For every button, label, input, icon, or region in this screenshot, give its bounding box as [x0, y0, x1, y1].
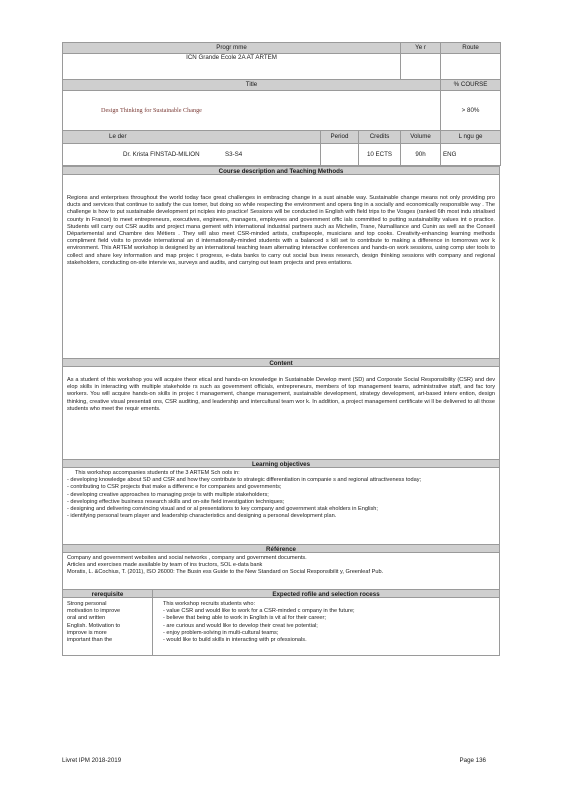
objective-line: - identifying personal team player and leadership characteristics and designing a personal development plan. — [67, 513, 337, 520]
profile-right — [153, 598, 499, 655]
reference-line: Articles and exercises made available by team of ins tructors, SOL e-data bank — [67, 562, 263, 569]
objective-line: - developing knowledge about SD and CSR and how they contribute to strategic differentiation in companie s and regional attractiveness today; — [67, 477, 422, 484]
prerequisite-line: important than the — [67, 637, 113, 644]
objective-line: This workshop accompanies students of the 3 ARTEM Sch ools in: — [75, 470, 240, 476]
objectives-body — [62, 468, 500, 544]
page-footer — [62, 757, 500, 764]
route-value — [441, 54, 501, 80]
course-sheet — [62, 42, 500, 656]
page-number: Page 136 — [459, 757, 486, 764]
profile-line: - would like to build skills in interacting with pr ofessionals. — [163, 637, 307, 644]
objective-line: - designing and delivering convincing visual and or al presentations to key company and government stak eholders in English; — [67, 506, 378, 513]
profile-line: - believe that being able to work in English is vit al for their career; — [163, 615, 326, 622]
course-percent-label: % COURSE — [441, 80, 501, 91]
year-value — [401, 54, 441, 80]
reference-body — [62, 553, 500, 589]
credits-label: Credits — [359, 131, 401, 144]
description-text: Regions and enterprises throughout the world today face great challenges in embracing change in a sust ainable way. Sustainable change means not only providing pro ducts and services that continue to satisfy the cus tomer, but doing so while respecting the environment and opera ting in a socially and economically responsible way . The challenge is how to put sustainable development pri nciples into practice! Sessions will be conducted in English with field trips to the Vosges (ranked 6th most indu strialised county in France) to meet entrepreneurs, executives, engineers, managers, employees and government offic ials committed to putting sustainability values int o practice. Students will carry out CSR audits and project mana gement with international industrial partners such as Michelin, Trane, Numalliance and Cunin as well as the Conseil Départemental and Chambre des Métiers . They will also meet CSR-minded artists, craftspeople, musicians and top cooks. Creativity-enhancing learning methods compliment field visits to provide international an d internationally-minded students with a balanced s kill set to contribute to making a difference in tomorrows wor k environment. This ARTEM workshop is designed by an international teaching team alternating interactive conferences and hands-on work sessions, using comp uter tools to collect and share key information and map projec t progress, e-data banks to carry out social bus iness research, design thinking sessions with company and regional stakeholders, conducting on-site intervie ws, surveys and audits, and carrying out team projects and pres entations. — [67, 195, 495, 266]
content-body — [62, 367, 500, 459]
leader-label: Le der — [63, 131, 321, 144]
course-header-table — [62, 42, 501, 166]
profile-heading: Expected rofile and selection rocess — [272, 591, 380, 598]
prerequisite-line: English. Motivation to — [67, 622, 121, 629]
volume-value: 90h — [401, 144, 441, 166]
leader-value: Dr. Krista FINSTAD-MILION — [123, 150, 200, 158]
reference-line: Moratis, L. &Cochius, T. (2011), ISO 26000: The Busin ess Guide to the New Standard on Social Responsibilit y, Greenleaf Pub. — [67, 569, 384, 576]
footer-left: Livret IPM 2018-2019 — [62, 757, 122, 764]
description-body — [62, 175, 500, 358]
content-text: As a student of this workshop you will acquire theor etical and hands-on knowledge in Sustainable Develop ment (SD) and Corporate Social Responsibility (CSR) and dev elop skills in interacting with multiple stakeholde rs such as government officials, entrepreneurs, members of top management teams, administrative staff, and fac tory workers. You will acquire hands-on skills in projec t management, change management, sustainable development, strategy development, art-based interv ention, design thinking, creative visual presentati ons, CSR auditing, and leadership and intercultural team wor k. In addition, a project management certificate wi ll be delivered to all those students who meet the requir ements. — [67, 377, 495, 412]
leader-cell — [63, 144, 321, 166]
language-value: ENG — [441, 144, 501, 166]
course-percent-value: > 80% — [441, 91, 501, 131]
period-value: S3-S4 — [225, 150, 243, 158]
programme-label: Progr mme — [63, 43, 401, 54]
prerequisite-line: improve is more — [67, 629, 107, 636]
period-cell — [321, 144, 359, 166]
objective-line: - developing creative approaches to managing proje ts with multiple stakeholders; — [67, 491, 269, 498]
year-label: Ye r — [401, 43, 441, 54]
profile-line: - enjoy problem-solving in multi-cultural teams; — [163, 629, 279, 636]
profile-line: - value CSR and would like to work for a CSR-minded c ompany in the future; — [163, 608, 355, 615]
period-label: Period — [321, 131, 359, 144]
reference-line: Company and government websites and social networks , company and government documents. — [67, 555, 307, 561]
content-heading: Content — [62, 358, 500, 367]
profile-line: This workshop recruits students who: — [163, 601, 256, 607]
credits-value: 10 ECTS — [359, 144, 401, 166]
prerequisite-left — [63, 598, 153, 655]
reference-heading: Référence — [62, 544, 500, 553]
volume-label: Volume — [401, 131, 441, 144]
objectives-heading: Learning objectives — [62, 459, 500, 468]
course-title: Design Thinking for Sustainable Change — [63, 91, 441, 131]
profile-line: - are curious and would like to develop their creat ive potential; — [163, 622, 318, 629]
title-label: Title — [63, 80, 441, 91]
prerequisite-body — [62, 598, 500, 656]
programme-value: ICN Grande Ecole 2A AT ARTEM — [63, 54, 401, 80]
prerequisite-line: Strong personal — [67, 601, 107, 607]
prerequisite-heading-row — [62, 589, 500, 598]
route-label: Route — [441, 43, 501, 54]
objective-line: - contributing to CSR projects that make a differenc e for companies and governments; — [67, 484, 282, 491]
description-heading: Course description and Teaching Methods — [62, 166, 500, 175]
prerequisite-heading: rerequisite — [63, 590, 153, 597]
prerequisite-line: motivation to improve — [67, 608, 121, 615]
objective-line: - developing effective business research skills and on-site field investigation techniques; — [67, 498, 285, 505]
prerequisite-line: oral and written — [67, 615, 106, 622]
language-label: L ngu ge — [441, 131, 501, 144]
